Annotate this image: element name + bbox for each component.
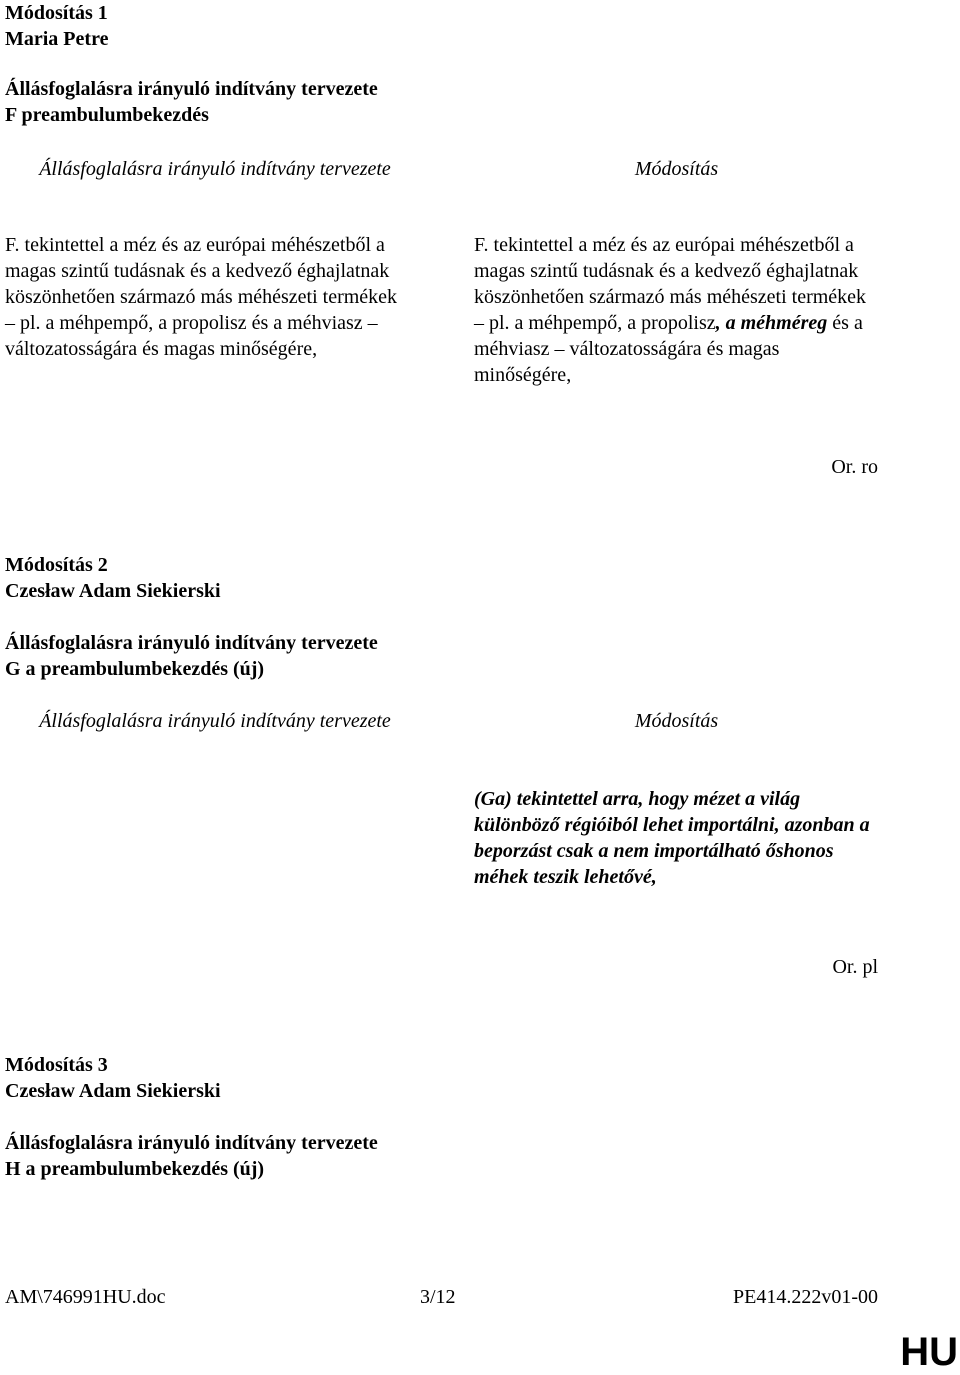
footer-page-number: 3/12 bbox=[420, 1286, 456, 1308]
amendment-1-right-text-added: , a méhméreg bbox=[715, 312, 828, 334]
amendment-1-right-text bbox=[474, 232, 874, 388]
footer-doc-name: AM\746991HU.doc bbox=[5, 1286, 166, 1308]
amendment-1-left-text: F. tekintettel a méz és az európai méhészetből a magas szintű tudásnak és a kedvező éghajlatnak köszönhetően származó más méhészeti termékek – pl. a méhpempő, a propolisz és a méhviasz – változatosságára és magas minőségére, bbox=[5, 234, 398, 360]
amendment-2-section: G a preambulumbekezdés (új) bbox=[5, 658, 265, 680]
amendment-3-number: Módosítás 3 bbox=[5, 1054, 108, 1076]
amendment-1-number: Módosítás 1 bbox=[5, 2, 108, 24]
amendment-2-author: Czesław Adam Siekierski bbox=[5, 580, 221, 602]
amendment-1-right-text-part2: és a méhviasz – változatosságára és magas minőségére, bbox=[474, 312, 863, 386]
amendment-1-right-text-part1: F. tekintettel a méz és az európai méhészetből a magas szintű tudásnak és a kedvező éghajlatnak köszönhetően származó más méhészeti termékek – pl. a méhpempő, a propolisz bbox=[474, 234, 867, 334]
amendment-1-author: Maria Petre bbox=[5, 28, 109, 50]
amendment-3-section: H a preambulumbekezdés (új) bbox=[5, 1158, 265, 1180]
amendment-1-left-header: Állásfoglalásra irányuló indítvány tervezete bbox=[39, 158, 391, 180]
amendment-1-original-language: Or. ro bbox=[831, 456, 878, 478]
amendment-2-original-language: Or. pl bbox=[832, 956, 878, 978]
amendment-1-doc-title: Állásfoglalásra irányuló indítvány tervezete bbox=[5, 78, 378, 100]
footer-reference: PE414.222v01-00 bbox=[733, 1286, 878, 1308]
amendment-1-right-header: Módosítás bbox=[634, 158, 719, 180]
amendment-2-right-header: Módosítás bbox=[634, 710, 719, 732]
amendment-3-doc-title: Állásfoglalásra irányuló indítvány tervezete bbox=[5, 1132, 378, 1154]
amendment-1-section: F preambulumbekezdés bbox=[5, 104, 209, 126]
amendment-3-author: Czesław Adam Siekierski bbox=[5, 1080, 221, 1102]
amendment-2-doc-title: Állásfoglalásra irányuló indítvány tervezete bbox=[5, 632, 378, 654]
footer-language-code: HU bbox=[900, 1330, 958, 1374]
amendment-2-number: Módosítás 2 bbox=[5, 554, 108, 576]
amendment-2-right-text: (Ga) tekintettel arra, hogy mézet a világ különböző régióiból lehet importálni, azonban a beporzást csak a nem importálható őshonos méhek teszik lehetővé, bbox=[474, 788, 870, 888]
amendment-2-left-header: Állásfoglalásra irányuló indítvány tervezete bbox=[39, 710, 391, 732]
